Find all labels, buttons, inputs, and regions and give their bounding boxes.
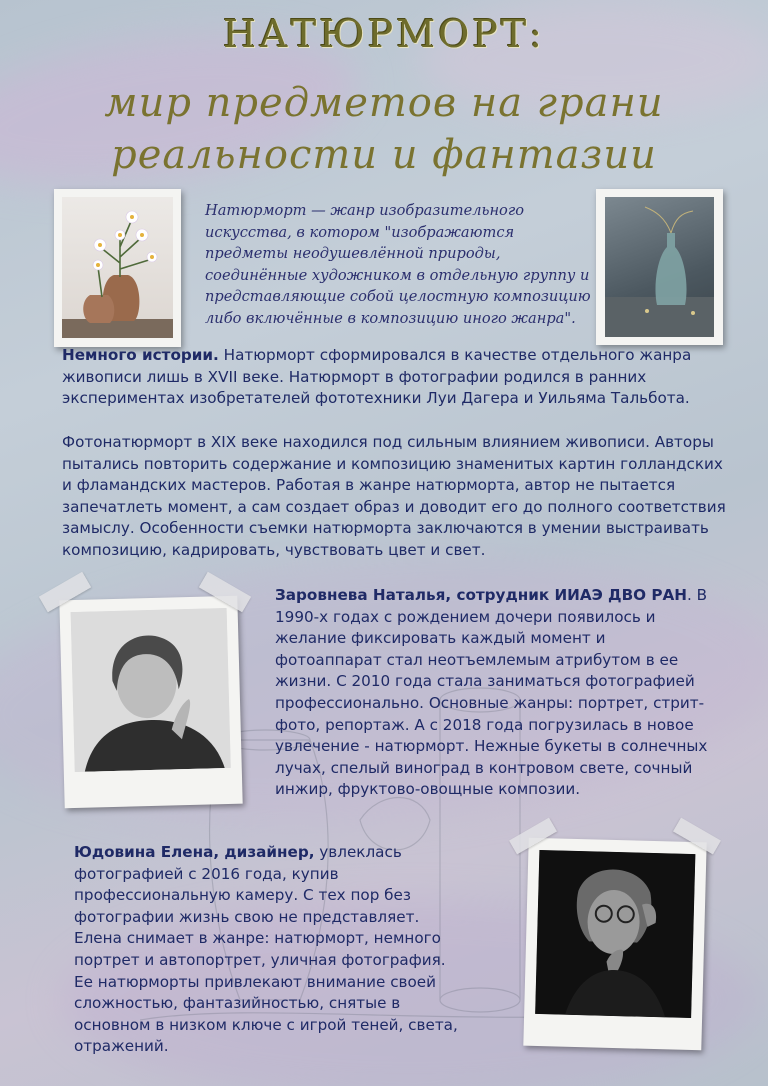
history-text: Натюрморт сформировался в качестве отдельного жанра живописи лишь в XVII веке. Натюрморт в фотографии родился в ранних экспериментах изобретателей фототехники Луи Дагера и Уильяма Тальбота.: [62, 346, 692, 408]
page-subtitle-line2: реальности и фантазии: [111, 132, 657, 178]
vase-image: [605, 197, 714, 337]
page-subtitle-line1: мир предметов на грани: [104, 80, 664, 126]
history-paragraph: [62, 345, 732, 410]
history-paragraph-2: Фотонатюрморт в XIX веке находился под сильным влиянием живописи. Авторы пытались повторить содержание и композицию знаменитых картин голландских и фламандских мастеров. Работая в жанре натюрморта, автор не пытается запечатлеть момент, а сам создает образ и доводит его до полного соответствия замыслу. Особенности съемки натюрморта заключаются в умении выстраивать композицию, кадрировать, чувствовать цвет и свет.: [62, 433, 726, 559]
zarovneva-name: Заровнева Наталья, сотрудник ИИАЭ ДВО РАН: [275, 586, 687, 604]
zarovneva-text: . В 1990-х годах с рождением дочери появилось и желание фиксировать каждый момент и фотоаппарат стал неотъемлемым атрибутом в ее жизни. С 2010 года стала заниматься фотографией профессионально. Основные жанры: портрет, стрит-фото, репортаж. А с 2018 года погрузилась в новое увлечение - натюрморт. Нежные букеты в солнечных лучах, спелый виноград в контровом свете, сочный инжир, фруктово-овощные композии.: [275, 586, 708, 799]
still-life-photo-flowers: [54, 189, 181, 347]
still-life-photo-vase: [596, 189, 723, 345]
portrait-zarovneva-image: [71, 608, 231, 772]
portrait-zarovneva: [59, 596, 242, 809]
yudovina-paragraph: [74, 842, 469, 1058]
portrait-yudovina-image: [535, 850, 695, 1018]
zarovneva-paragraph: [275, 585, 715, 801]
definition-quote: Натюрморт — жанр изобразительного искусства, в котором "изображаются предметы неодушевлённой природы, соединённые художником в отдельную группу и представляющие собой целостную композицию либо включённые в композицию иного жанра".: [205, 202, 591, 327]
flowers-pots-image: [62, 197, 173, 338]
page-title: НАТЮРМОРТ:: [223, 12, 545, 56]
history-heading: Немного истории.: [62, 346, 219, 364]
yudovina-name: Юдовина Елена, дизайнер,: [74, 843, 315, 861]
portrait-yudovina: [523, 838, 706, 1051]
yudovina-text: увлеклась фотографией с 2016 года, купив профессиональную камеру. С тех пор без фотографии жизнь свою не представляет. Елена снимает в жанре: натюрморт, немного портрет и автопортрет, уличная фотография. Ее натюрморты привлекают внимание своей сложностью, фантазийностью, снятые в основном в низком ключе с игрой теней, света, отражений.: [74, 843, 458, 1056]
